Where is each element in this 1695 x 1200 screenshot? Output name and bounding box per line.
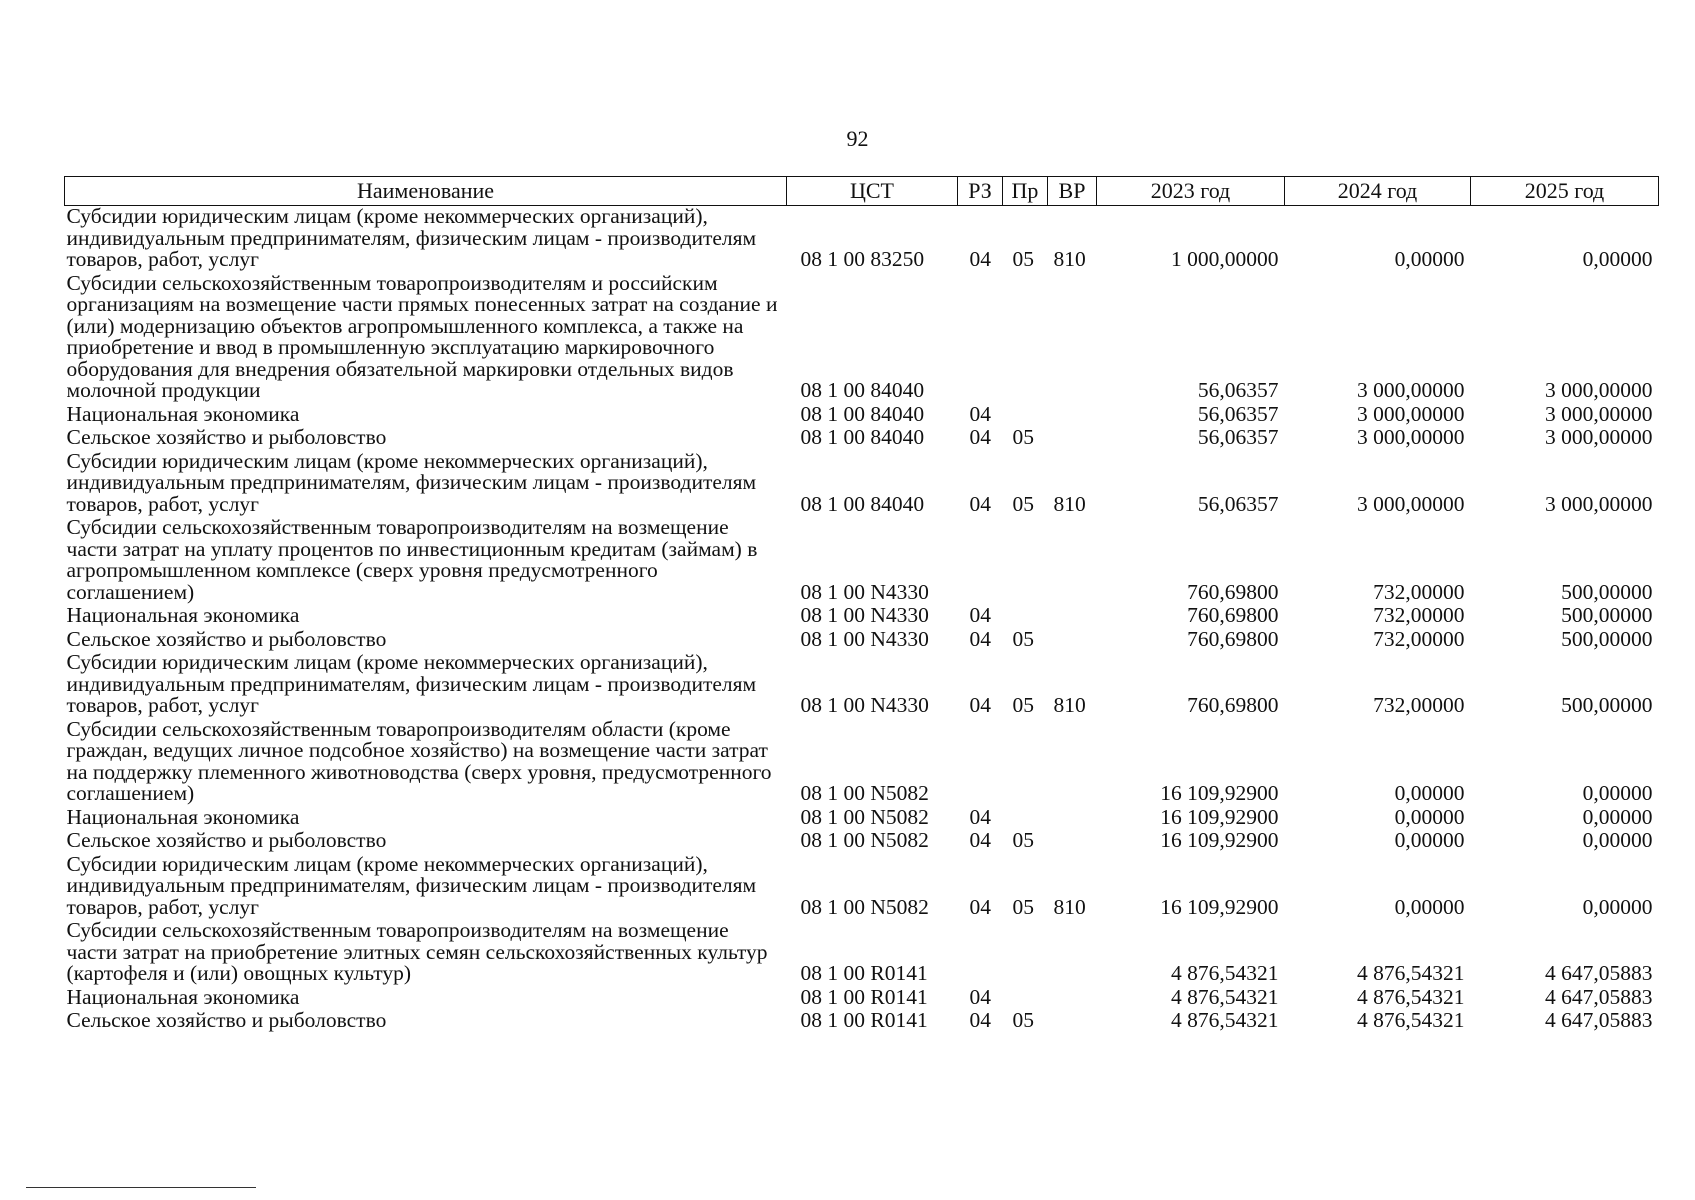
cell-pr bbox=[1003, 605, 1048, 629]
cell-y2023: 4 876,54321 bbox=[1171, 984, 1279, 1009]
cell-y2024: 732,00000 bbox=[1373, 603, 1465, 627]
cell-vr bbox=[1048, 719, 1097, 807]
cell-name: Субсидии сельскохозяйственным товаропроизводителям и российским организациям на возмещение части прямых понесенных затрат на создание и (или) модернизацию объектов агропромышленного комплекса, а также на приобретение и ввод в промышленную эксплуатацию маркировочного оборудования для внедрения обязательной маркировки отдельных видов молочной продукции bbox=[66, 270, 778, 402]
cell-y2024: 732,00000 bbox=[1373, 579, 1465, 604]
cell-vr bbox=[1048, 1010, 1097, 1034]
table-body bbox=[65, 206, 1659, 1034]
cell-pr: 05 bbox=[1012, 626, 1034, 651]
cell-vr: 810 bbox=[1053, 491, 1086, 516]
page-number-text: 92 bbox=[846, 126, 869, 151]
cell-cst: 08 1 00 N5082 bbox=[800, 894, 929, 919]
cell-y2024: 0,00000 bbox=[1394, 894, 1465, 919]
footer-divider bbox=[26, 1187, 256, 1188]
cell-name: Субсидии юридическим лицам (кроме некоммерческих организаций), индивидуальным предпринимателям, физическим лицам - производителям товаров, работ, услуг bbox=[66, 204, 757, 271]
table-row bbox=[65, 517, 1659, 605]
cell-pr bbox=[1003, 807, 1048, 831]
header-row bbox=[65, 177, 1659, 206]
cell-rz: 04 bbox=[969, 425, 991, 449]
table-row bbox=[65, 629, 1659, 653]
cell-rz: 04 bbox=[969, 984, 991, 1009]
cell-vr bbox=[1048, 920, 1097, 987]
cell-pr bbox=[1003, 987, 1048, 1011]
cell-rz: 04 bbox=[969, 894, 991, 919]
table-row bbox=[65, 206, 1659, 273]
cell-vr bbox=[1048, 830, 1097, 854]
cell-cst: 08 1 00 N5082 bbox=[800, 804, 929, 829]
cell-y2025: 0,00000 bbox=[1582, 781, 1653, 805]
cell-y2025: 500,00000 bbox=[1561, 603, 1653, 627]
header-vr: ВР bbox=[1048, 177, 1097, 206]
cell-rz: 04 bbox=[969, 804, 991, 829]
cell-pr bbox=[1003, 404, 1048, 428]
cell-y2023: 760,69800 bbox=[1187, 603, 1279, 627]
cell-cst: 08 1 00 N4330 bbox=[800, 693, 929, 717]
cell-name: Субсидии сельскохозяйственным товаропроизводителям на возмещение части затрат на уплату процентов по инвестиционным кредитам (займам) в агропромышленном комплексе (сверх уровня предусмотренного соглашением) bbox=[66, 515, 758, 604]
cell-y2023: 4 876,54321 bbox=[1171, 961, 1279, 985]
cell-y2024: 3 000,00000 bbox=[1357, 491, 1465, 516]
cell-vr: 810 bbox=[1053, 247, 1086, 271]
table-row bbox=[65, 920, 1659, 987]
cell-y2025: 4 647,05883 bbox=[1545, 1008, 1653, 1032]
budget-table-container bbox=[64, 176, 1658, 1034]
table-row bbox=[65, 273, 1659, 404]
cell-pr: 05 bbox=[1012, 693, 1034, 717]
cell-y2024: 0,00000 bbox=[1394, 247, 1465, 271]
table-row bbox=[65, 830, 1659, 854]
cell-y2024: 4 876,54321 bbox=[1357, 1008, 1465, 1032]
cell-vr bbox=[1048, 427, 1097, 451]
cell-y2023: 16 109,92900 bbox=[1160, 781, 1279, 805]
cell-y2025: 0,00000 bbox=[1582, 828, 1653, 852]
table-row bbox=[65, 427, 1659, 451]
cell-pr: 05 bbox=[1012, 1008, 1034, 1032]
cell-rz bbox=[958, 920, 1003, 987]
cell-y2025: 4 647,05883 bbox=[1545, 984, 1653, 1009]
cell-cst: 08 1 00 R0141 bbox=[800, 961, 928, 985]
table-row bbox=[65, 605, 1659, 629]
cell-y2023: 16 109,92900 bbox=[1160, 894, 1279, 919]
cell-vr bbox=[1048, 273, 1097, 404]
cell-y2024: 4 876,54321 bbox=[1357, 961, 1465, 985]
table-row bbox=[65, 1010, 1659, 1034]
table-row bbox=[65, 404, 1659, 428]
cell-y2025: 0,00000 bbox=[1582, 894, 1653, 919]
header-2024: 2024 год bbox=[1285, 177, 1471, 206]
cell-vr bbox=[1048, 807, 1097, 831]
cell-pr: 05 bbox=[1012, 425, 1034, 449]
cell-y2023: 760,69800 bbox=[1187, 626, 1279, 651]
cell-y2024: 3 000,00000 bbox=[1357, 425, 1465, 449]
cell-y2023: 760,69800 bbox=[1187, 579, 1279, 604]
cell-name: Субсидии сельскохозяйственным товаропроизводителям на возмещение части затрат на приобретение элитных семян сельскохозяйственных культур (картофеля и (или) овощных культур) bbox=[66, 918, 768, 985]
cell-cst: 08 1 00 83250 bbox=[800, 247, 925, 271]
cell-y2025: 500,00000 bbox=[1561, 693, 1653, 717]
cell-cst: 08 1 00 84040 bbox=[800, 491, 925, 516]
cell-cst: 08 1 00 84040 bbox=[800, 378, 925, 402]
cell-vr bbox=[1048, 987, 1097, 1011]
cell-cst: 08 1 00 N4330 bbox=[800, 579, 929, 604]
header-cst: ЦСТ bbox=[787, 177, 958, 206]
cell-pr: 05 bbox=[1012, 828, 1034, 852]
cell-rz: 04 bbox=[969, 693, 991, 717]
cell-y2025: 4 647,05883 bbox=[1545, 961, 1653, 985]
cell-y2025: 3 000,00000 bbox=[1545, 401, 1653, 426]
cell-name: Национальная экономика bbox=[66, 401, 300, 426]
cell-y2024: 732,00000 bbox=[1373, 626, 1465, 651]
cell-cst: 08 1 00 N4330 bbox=[800, 603, 929, 627]
table-row bbox=[65, 652, 1659, 719]
header-2025: 2025 год bbox=[1471, 177, 1659, 206]
budget-table bbox=[64, 176, 1659, 1034]
cell-vr bbox=[1048, 404, 1097, 428]
cell-vr bbox=[1048, 629, 1097, 653]
cell-cst: 08 1 00 84040 bbox=[800, 401, 925, 426]
header-rz: РЗ bbox=[958, 177, 1003, 206]
table-row bbox=[65, 719, 1659, 807]
cell-y2025: 0,00000 bbox=[1582, 247, 1653, 271]
cell-name: Субсидии юридическим лицам (кроме некоммерческих организаций), индивидуальным предпринимателям, физическим лицам - производителям товаров, работ, услуг bbox=[66, 851, 757, 919]
cell-y2023: 56,06357 bbox=[1197, 491, 1279, 516]
cell-name: Сельское хозяйство и рыболовство bbox=[66, 626, 387, 651]
cell-y2024: 732,00000 bbox=[1373, 693, 1465, 717]
cell-y2025: 500,00000 bbox=[1561, 579, 1653, 604]
cell-y2023: 16 109,92900 bbox=[1160, 804, 1279, 829]
cell-pr bbox=[1003, 517, 1048, 605]
page-number bbox=[0, 126, 1695, 152]
table-header bbox=[65, 177, 1659, 206]
table-row bbox=[65, 807, 1659, 831]
cell-y2023: 56,06357 bbox=[1197, 378, 1279, 402]
cell-vr: 810 bbox=[1053, 693, 1086, 717]
cell-rz: 04 bbox=[969, 603, 991, 627]
cell-name: Сельское хозяйство и рыболовство bbox=[66, 1008, 387, 1032]
cell-y2024: 0,00000 bbox=[1394, 804, 1465, 829]
cell-y2023: 1 000,00000 bbox=[1171, 247, 1279, 271]
cell-rz: 04 bbox=[969, 491, 991, 516]
cell-rz: 04 bbox=[969, 247, 991, 271]
table-row bbox=[65, 987, 1659, 1011]
cell-name: Национальная экономика bbox=[66, 603, 300, 627]
cell-y2024: 3 000,00000 bbox=[1357, 401, 1465, 426]
cell-vr: 810 bbox=[1053, 894, 1086, 919]
cell-pr: 05 bbox=[1012, 894, 1034, 919]
cell-y2023: 56,06357 bbox=[1197, 401, 1279, 426]
cell-y2023: 760,69800 bbox=[1187, 693, 1279, 717]
cell-y2024: 3 000,00000 bbox=[1357, 378, 1465, 402]
cell-cst: 08 1 00 R0141 bbox=[800, 984, 928, 1009]
cell-pr: 05 bbox=[1012, 247, 1034, 271]
cell-vr bbox=[1048, 605, 1097, 629]
cell-rz bbox=[958, 517, 1003, 605]
cell-cst: 08 1 00 84040 bbox=[800, 425, 925, 449]
cell-cst: 08 1 00 R0141 bbox=[800, 1008, 928, 1032]
cell-pr bbox=[1003, 273, 1048, 404]
cell-name: Сельское хозяйство и рыболовство bbox=[66, 828, 387, 852]
cell-cst: 08 1 00 N5082 bbox=[800, 781, 929, 805]
cell-pr bbox=[1003, 920, 1048, 987]
cell-rz bbox=[958, 719, 1003, 807]
cell-y2025: 3 000,00000 bbox=[1545, 425, 1653, 449]
cell-pr bbox=[1003, 719, 1048, 807]
cell-vr bbox=[1048, 517, 1097, 605]
cell-name: Субсидии юридическим лицам (кроме некоммерческих организаций), индивидуальным предпринимателям, физическим лицам - производителям товаров, работ, услуг bbox=[66, 650, 757, 717]
cell-y2025: 3 000,00000 bbox=[1545, 491, 1653, 516]
cell-name: Национальная экономика bbox=[66, 984, 300, 1009]
cell-rz bbox=[958, 273, 1003, 404]
cell-y2023: 56,06357 bbox=[1197, 425, 1279, 449]
table-row bbox=[65, 451, 1659, 518]
header-2023: 2023 год bbox=[1097, 177, 1285, 206]
header-name: Наименование bbox=[65, 177, 787, 206]
cell-rz: 04 bbox=[969, 1008, 991, 1032]
cell-y2024: 0,00000 bbox=[1394, 781, 1465, 805]
cell-y2025: 500,00000 bbox=[1561, 626, 1653, 651]
cell-pr: 05 bbox=[1012, 491, 1034, 516]
cell-rz: 04 bbox=[969, 828, 991, 852]
cell-y2025: 3 000,00000 bbox=[1545, 378, 1653, 402]
table-row bbox=[65, 854, 1659, 921]
cell-y2024: 4 876,54321 bbox=[1357, 984, 1465, 1009]
cell-y2023: 16 109,92900 bbox=[1160, 828, 1279, 852]
cell-y2025: 0,00000 bbox=[1582, 804, 1653, 829]
cell-cst: 08 1 00 N5082 bbox=[800, 828, 929, 852]
header-pr: Пр bbox=[1003, 177, 1048, 206]
cell-rz: 04 bbox=[969, 401, 991, 426]
cell-y2023: 4 876,54321 bbox=[1171, 1008, 1279, 1032]
cell-name: Субсидии юридическим лицам (кроме некоммерческих организаций), индивидуальным предпринимателям, физическим лицам - производителям товаров, работ, услуг bbox=[66, 448, 757, 516]
cell-cst: 08 1 00 N4330 bbox=[800, 626, 929, 651]
cell-name: Сельское хозяйство и рыболовство bbox=[66, 425, 387, 449]
cell-rz: 04 bbox=[969, 626, 991, 651]
cell-y2024: 0,00000 bbox=[1394, 828, 1465, 852]
cell-name: Национальная экономика bbox=[66, 804, 300, 829]
cell-name: Субсидии сельскохозяйственным товаропроизводителям области (кроме граждан, ведущих личное подсобное хозяйство) на возмещение части затрат на поддержку племенного животноводства (сверх уровня, предусмотренного соглашением) bbox=[66, 716, 772, 805]
